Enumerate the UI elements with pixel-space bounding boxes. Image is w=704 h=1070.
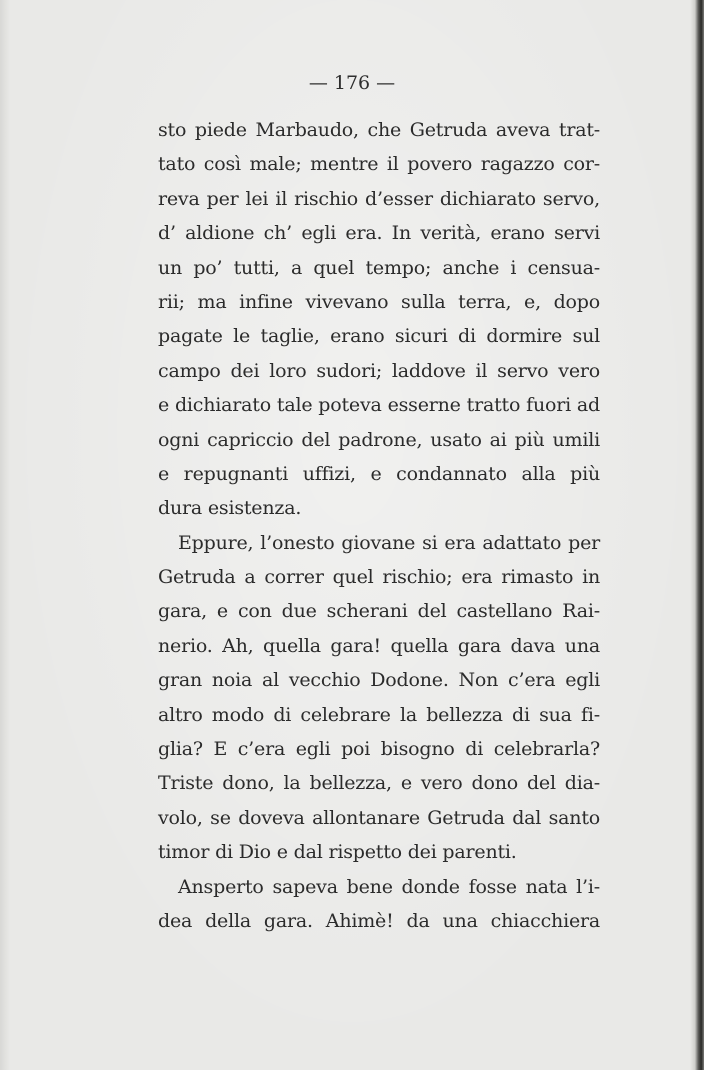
text-line: e repugnanti uffizi, e condannato alla più [158, 462, 600, 485]
body-text [158, 113, 600, 938]
text-line: e dichiarato tale poteva esserne tratto fuori ad [158, 394, 600, 417]
text-line: ogni capriccio del padrone, usato ai più umili [158, 428, 600, 451]
text-line: campo dei loro sudori; laddove il servo vero [158, 359, 600, 382]
text-line: Getruda a correr quel rischio; era rimasto in [158, 566, 600, 589]
text-line: Triste dono, la bellezza, e vero dono del dia- [158, 772, 600, 795]
paragraph-start-line: Ansperto sapeva bene donde fosse nata l’i- [178, 875, 600, 898]
text-line: altro modo di celebrare la bellezza di sua fi- [158, 703, 600, 726]
text-line: pagate le taglie, erano sicuri di dormire sul [158, 325, 600, 348]
text-line: dura esistenza. [158, 497, 302, 520]
text-line: gara, e con due scherani del castellano Rai- [158, 600, 600, 623]
text-line: sto piede Marbaudo, che Getruda aveva trat- [158, 119, 600, 141]
text-line: gran noia al vecchio Dodone. Non c’era egli [158, 669, 600, 692]
text-line: rii; ma infine vivevano sulla terra, e, dopo [158, 290, 600, 313]
text-line: glia? E c’era egli poi bisogno di celebrarla? [158, 738, 600, 761]
text-line: tato così male; mentre il povero ragazzo cor- [158, 153, 600, 176]
text-line: d’ aldione ch’ egli era. In verità, erano servi [158, 222, 600, 245]
page-number: — 176 — [308, 72, 396, 94]
page-left-edge [0, 0, 10, 1070]
text-line: volo, se doveva allontanare Getruda dal santo [158, 806, 600, 829]
text-line: reva per lei il rischio d’esser dichiarato servo, [158, 187, 600, 210]
page-binding-edge [690, 0, 704, 1070]
paragraph-start-line: Eppure, l’onesto giovane si era adattato per [178, 531, 600, 554]
text-line: nerio. Ah, quella gara! quella gara dava una [158, 634, 600, 657]
text-line: dea della gara. Ahimè! da una chiacchiera [158, 909, 600, 932]
text-line: un po’ tutti, a quel tempo; anche i censua- [158, 256, 600, 279]
text-line: timor di Dio e dal rispetto dei parenti. [158, 841, 517, 864]
